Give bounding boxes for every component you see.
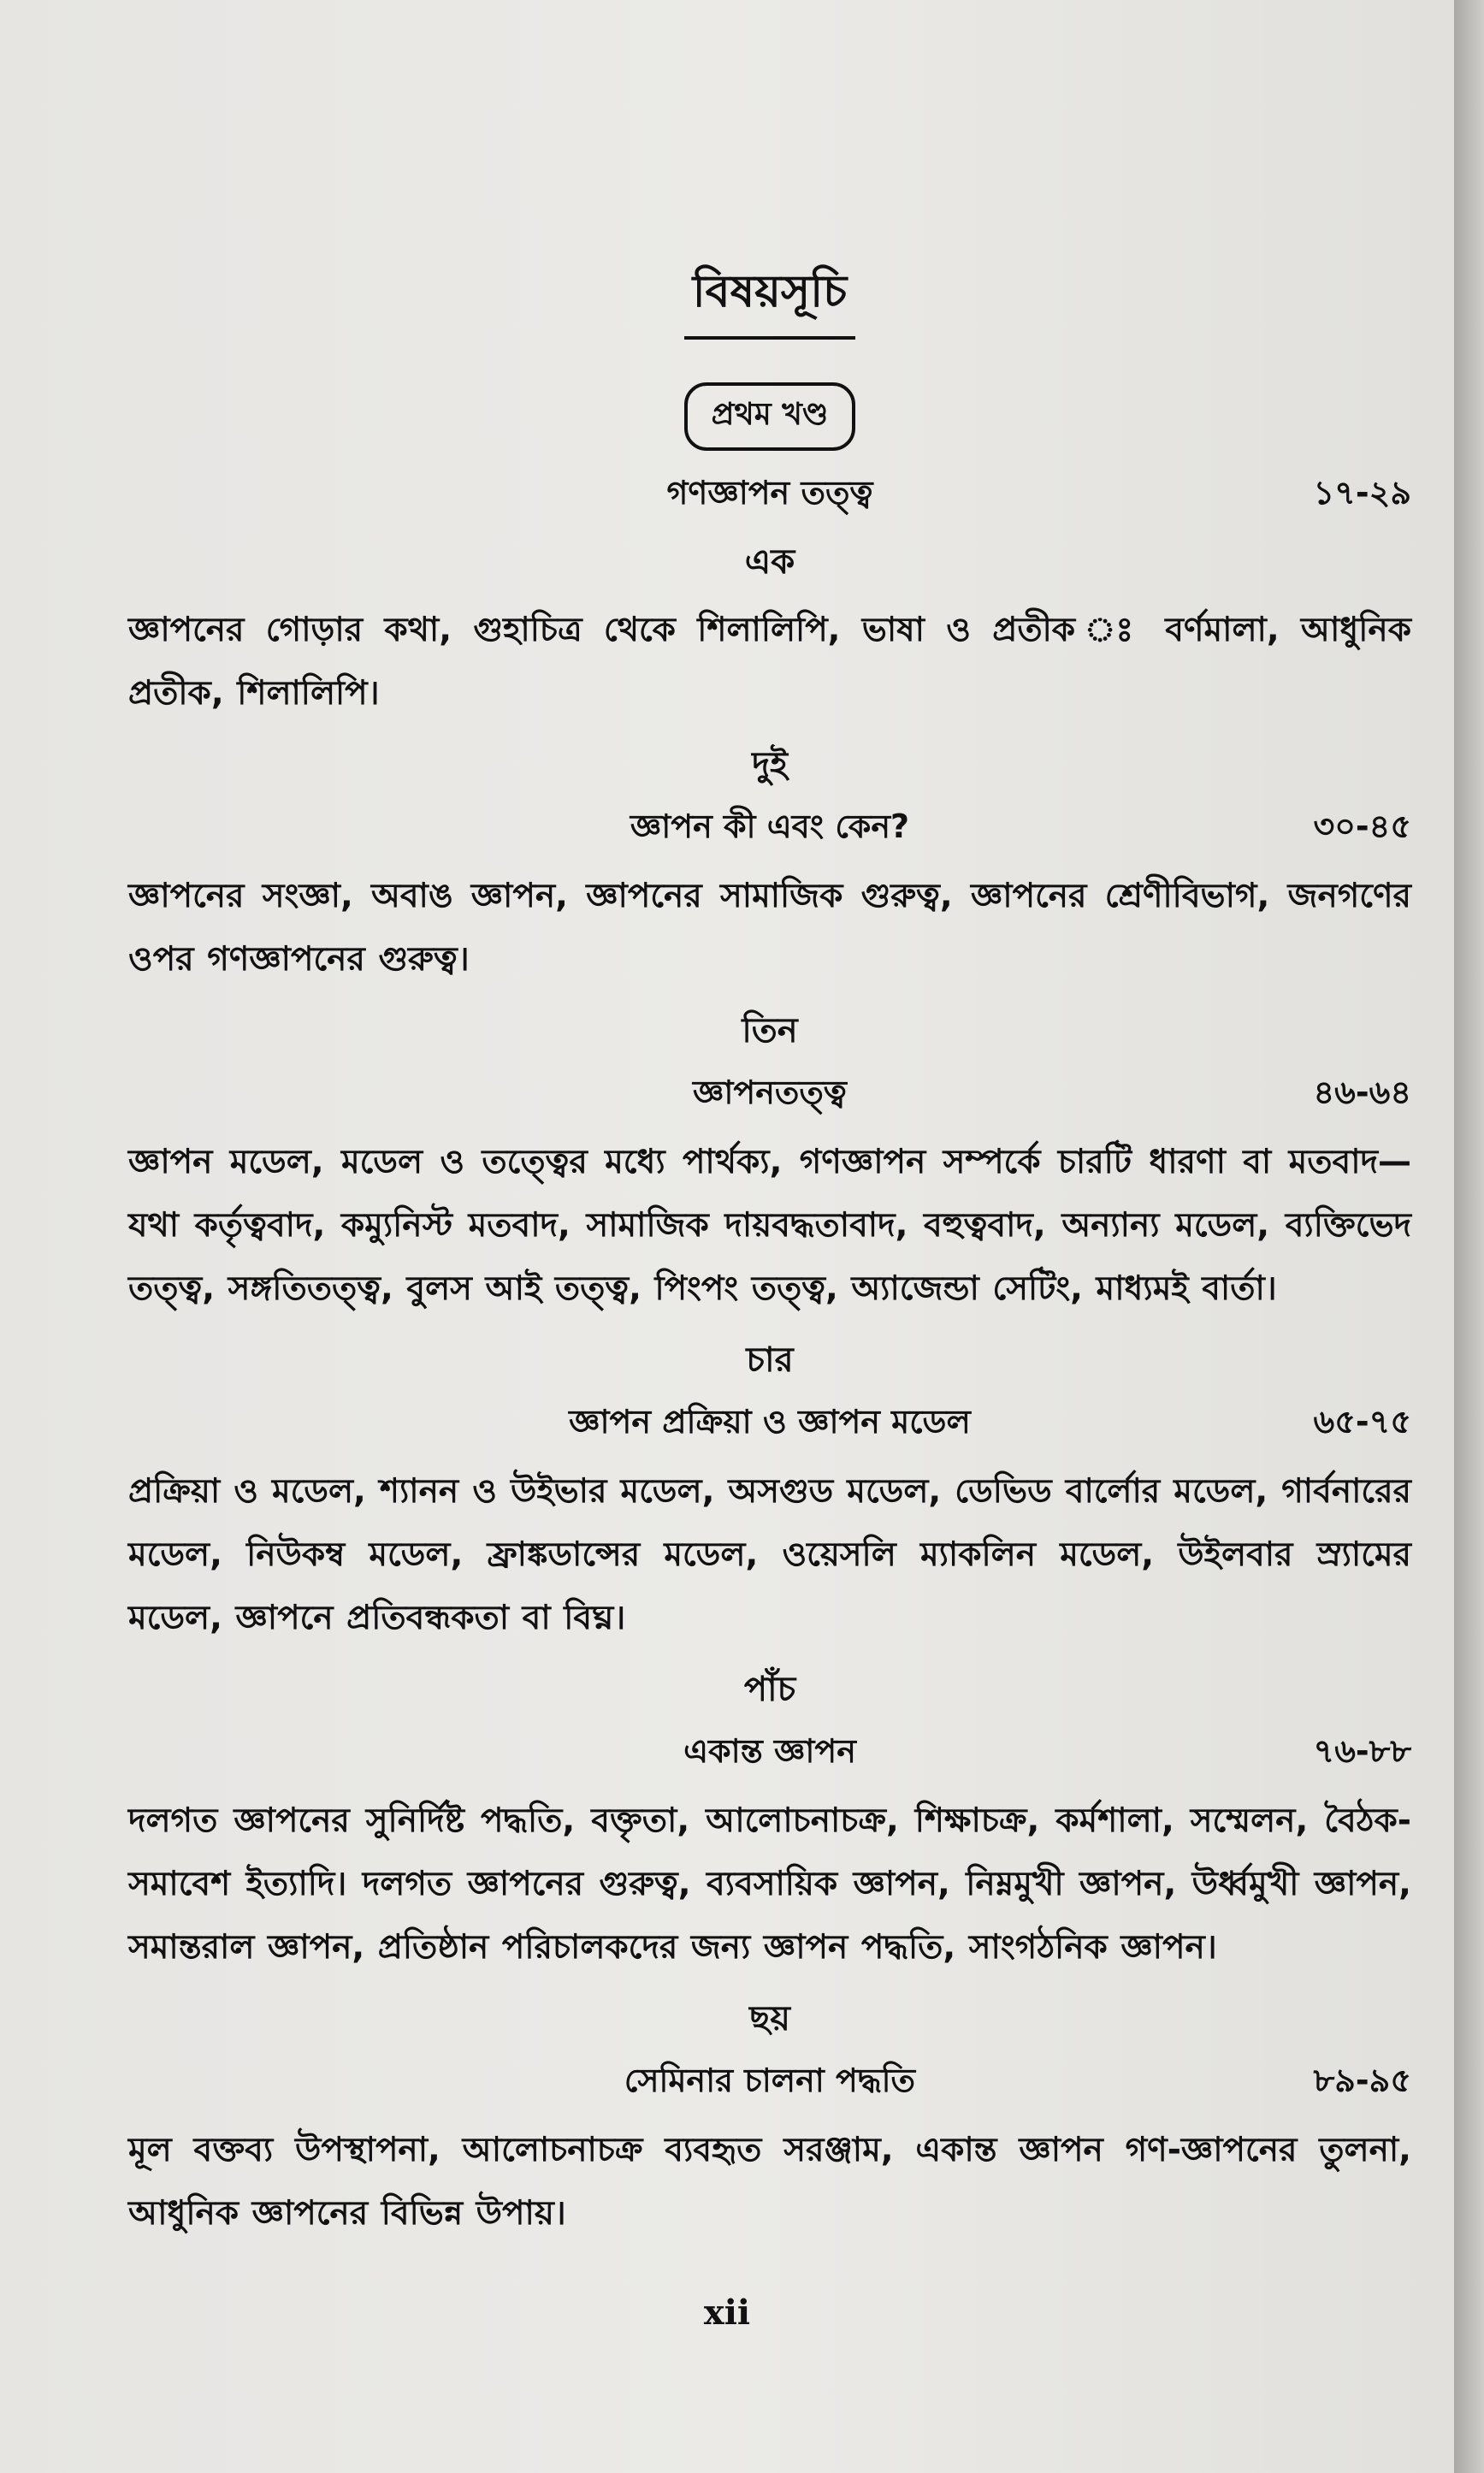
part-heading: [128, 382, 1411, 451]
chapter-entry: [128, 1003, 1411, 1321]
chapter-description: মূল বক্তব্য উপস্থাপনা, আলোচনাচক্র ব্যবহৃত সরঞ্জাম, একান্ত জ্ঞাপন গণ-জ্ঞাপনের তুলনা, আধুনিক জ্ঞাপনের বিভিন্ন উপায়।: [128, 2131, 1411, 2233]
table-of-contents: [128, 257, 1411, 2245]
chapter-title: একান্ত জ্ঞাপন: [683, 1732, 856, 1770]
chapter-pages: ৪৬-৬৪: [1313, 1074, 1411, 1111]
chapter-pages: ৩০-৪৫: [1313, 808, 1411, 845]
chapter-title: জ্ঞাপন প্রক্রিয়া ও জ্ঞাপন মডেল: [569, 1403, 971, 1441]
chapter-description: দলগত জ্ঞাপনের সুনির্দিষ্ট পদ্ধতি, বক্তৃতা, আলোচনাচক্র, শিক্ষাচক্র, কর্মশালা, সম্মেলন, বৈঠক-সমাবেশ ইত্যাদি। দলগত জ্ঞাপনের গুরুত্ব, ব্যবসায়িক জ্ঞাপন, নিম্নমুখী জ্ঞাপন, উর্ধ্বমুখী জ্ঞাপন, সমান্তরাল জ্ঞাপন, প্রতিষ্ঠান পরিচালকদের জন্য জ্ঞাপন পদ্ধতি, সাংগঠনিক জ্ঞাপন।: [128, 1802, 1411, 1967]
chapter-entry: [128, 1662, 1411, 1979]
chapter-pages: ৭৬-৮৮: [1313, 1732, 1411, 1770]
chapter-title: গণজ্ঞাপন তত্ত্ব: [666, 474, 873, 512]
part-label: প্রথম খণ্ড: [684, 382, 856, 451]
chapter-entry: [128, 468, 1411, 725]
chapter-description: জ্ঞাপনের গোড়ার কথা, গুহাচিত্র থেকে শিলালিপি, ভাষা ও প্রতীক ঃ বর্ণমালা, আধুনিক প্রতীক, শিলালিপি।: [128, 611, 1411, 713]
chapter-pages: ৬৫-৭৫: [1313, 1403, 1411, 1441]
chapter-number: চার: [746, 1340, 794, 1380]
chapter-description: জ্ঞাপন মডেল, মডেল ও তত্ত্বের মধ্যে পার্থক্য, গণজ্ঞাপন সম্পর্কে চারটি ধারণা বা মতবাদ—যথা কর্তৃত্ববাদ, কম্যুনিস্ট মতবাদ, সামাজিক দায়বদ্ধতাবাদ, বহুত্ববাদ, অন্যান্য মডেল, ব্যক্তিভেদ তত্ত্ব, সঙ্গতিতত্ত্ব, বুলস আই তত্ত্ব, পিংপং তত্ত্ব, অ্যাজেন্ডা সেটিং, মাধ্যমই বার্তা।: [128, 1143, 1411, 1308]
chapter-title: জ্ঞাপনতত্ত্ব: [693, 1074, 847, 1111]
book-page-edge: [1454, 0, 1484, 2473]
chapter-number: দুই: [752, 745, 788, 784]
chapter-title: সেমিনার চালনা পদ্ধতি: [624, 2062, 916, 2099]
chapter-number: তিন: [742, 1011, 798, 1050]
chapter-entry: [128, 1991, 1411, 2245]
chapter-title: জ্ঞাপন কী এবং কেন?: [630, 808, 910, 845]
chapter-entry: [128, 1333, 1411, 1650]
chapter-pages: ৮৯-৯৫: [1313, 2062, 1411, 2099]
chapter-description: জ্ঞাপনের সংজ্ঞা, অবাঙ জ্ঞাপন, জ্ঞাপনের সামাজিক গুরুত্ব, জ্ঞাপনের শ্রেণীবিভাগ, জনগণের ওপর গণজ্ঞাপনের গুরুত্ব।: [128, 877, 1411, 979]
page-number: xii: [703, 2293, 751, 2333]
page-title: বিষয়সূচি: [128, 257, 1411, 340]
chapter-entry: [128, 737, 1411, 991]
chapter-number: পাঁচ: [743, 1670, 796, 1709]
chapter-number: এক: [744, 542, 795, 582]
chapter-number: ছয়: [749, 1999, 790, 2038]
chapter-pages: ১৭-২৯: [1313, 474, 1411, 512]
chapter-description: প্রক্রিয়া ও মডেল, শ্যানন ও উইভার মডেল, অসগুড মডেল, ডেভিড বার্লোর মডেল, গার্বনারের মডেল, নিউকম্ব মডেল, ফ্রাঙ্কডান্সের মডেল, ওয়েসলি ম্যাকলিন মডেল, উইলবার স্র্যামের মডেল, জ্ঞাপনে প্রতিবন্ধকতা বা বিঘ্ন।: [128, 1472, 1411, 1637]
